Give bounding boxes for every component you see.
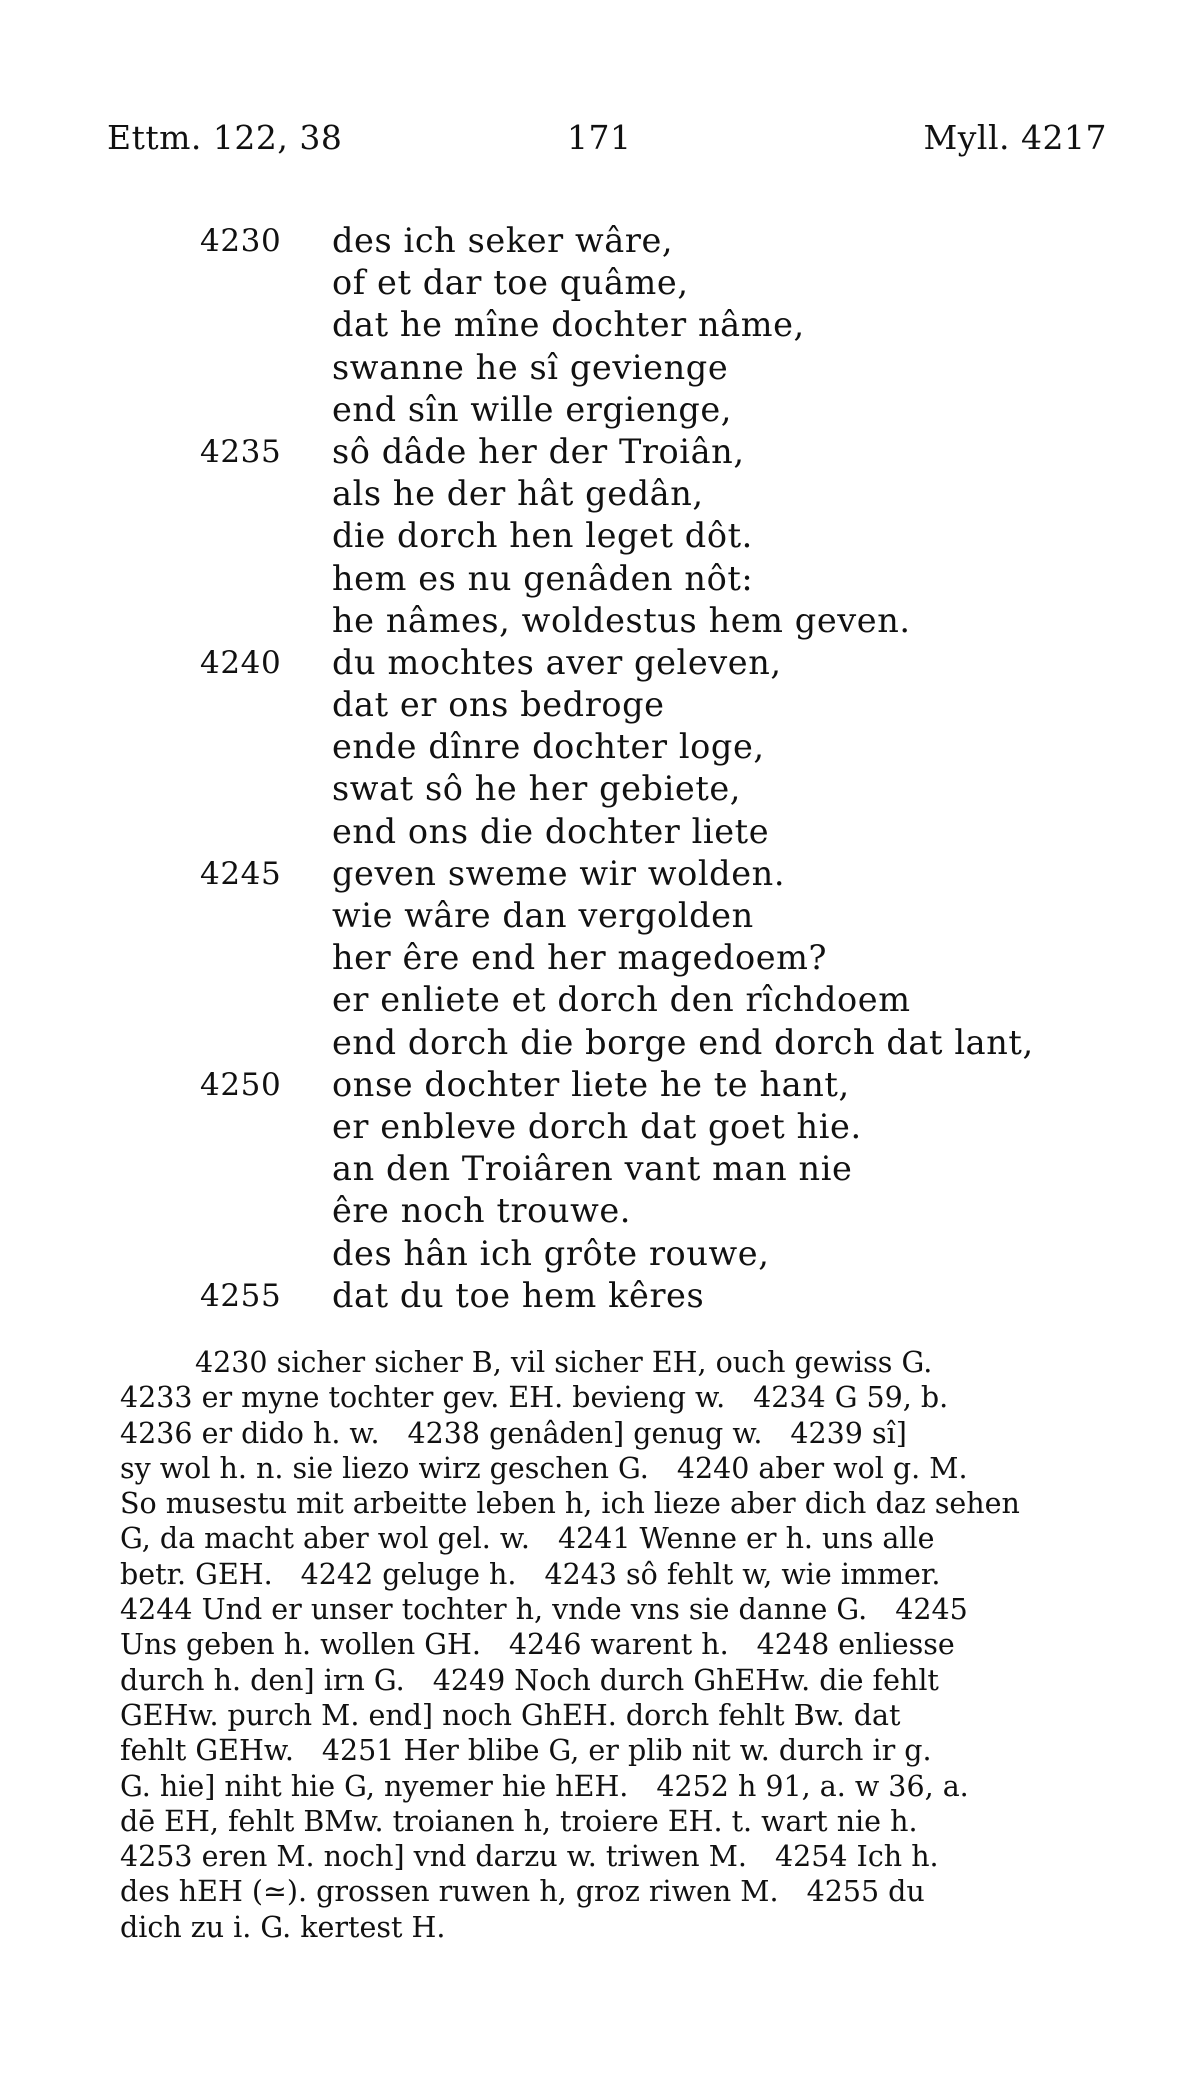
verse-number: 4250 bbox=[200, 1066, 282, 1103]
verse-text: her êre end her magedoem? bbox=[332, 938, 828, 978]
verse-line bbox=[200, 895, 1100, 937]
apparatus-line bbox=[120, 1416, 1120, 1451]
apparatus-line bbox=[120, 1733, 1120, 1768]
verse-text: du mochtes aver geleven, bbox=[332, 642, 782, 682]
apparatus-line bbox=[120, 1874, 1120, 1909]
verse-line bbox=[200, 979, 1100, 1021]
apparatus-entry: 4238 genâden] genug w. bbox=[407, 1416, 763, 1450]
apparatus-entry: 4245 bbox=[895, 1593, 968, 1627]
apparatus-entry: 4241 Wenne er h. uns alle bbox=[557, 1522, 935, 1556]
verse-text: dat er ons bedroge bbox=[332, 685, 665, 725]
verse-line bbox=[200, 600, 1100, 642]
apparatus-entry: GEHw. purch M. end] noch GhEH. dorch fehlt Bw. dat bbox=[120, 1698, 901, 1732]
apparatus-line bbox=[120, 1698, 1120, 1733]
verse-text: end sîn wille ergienge, bbox=[332, 389, 733, 429]
apparatus-line bbox=[120, 1663, 1120, 1698]
verse-text: sô dâde her der Troiân, bbox=[332, 431, 745, 471]
critical-apparatus bbox=[120, 1345, 1120, 1945]
verse-line bbox=[200, 262, 1100, 304]
verse-line bbox=[200, 811, 1100, 853]
verse-line bbox=[200, 726, 1100, 768]
verse-text: geven sweme wir wolden. bbox=[332, 853, 786, 893]
verse-line bbox=[200, 768, 1100, 810]
verse-text: des hân ich grôte rouwe, bbox=[332, 1233, 770, 1273]
verse-text: he nâmes, woldestus hem geven. bbox=[332, 600, 911, 640]
verse-text: wie wâre dan vergolden bbox=[332, 896, 754, 935]
verse-number: 4230 bbox=[200, 223, 282, 259]
verse-number: 4240 bbox=[200, 644, 282, 681]
apparatus-line bbox=[120, 1910, 1120, 1945]
verse-line bbox=[200, 853, 1100, 895]
apparatus-line bbox=[120, 1769, 1120, 1804]
apparatus-entry: 4255 du bbox=[806, 1875, 925, 1909]
verse-text: ende dînre dochter loge, bbox=[332, 727, 765, 767]
apparatus-entry: So musestu mit arbeitte leben h, ich lieze aber dich daz sehen bbox=[120, 1487, 1020, 1521]
verse-line bbox=[200, 1022, 1100, 1064]
verse-line bbox=[200, 1064, 1100, 1106]
verse-line bbox=[200, 1148, 1100, 1190]
apparatus-entry: dich zu i. G. kertest H. bbox=[120, 1910, 446, 1944]
verse-text: swanne he sî gevienge bbox=[332, 347, 729, 387]
verse-line bbox=[200, 1190, 1100, 1232]
verse-number: 4245 bbox=[200, 855, 282, 892]
apparatus-entry: Uns geben h. wollen GH. bbox=[120, 1628, 481, 1662]
apparatus-entry: des hEH (≃). grossen ruwen h, groz riwen M. bbox=[120, 1875, 779, 1909]
verse-text: des ich seker wâre, bbox=[332, 221, 674, 260]
verse-text: als he der hât gedân, bbox=[332, 474, 704, 514]
verse-text: hem es nu genâden nôt: bbox=[332, 558, 754, 598]
verse-text: êre noch trouwe. bbox=[332, 1191, 632, 1231]
verse-text: onse dochter liete he te hant, bbox=[332, 1064, 850, 1104]
verse-text: end dorch die borge end dorch dat lant, bbox=[332, 1022, 1034, 1062]
apparatus-entry: 4251 Her blibe G, er plib nit w. durch ir g. bbox=[321, 1734, 932, 1768]
apparatus-entry: 4243 sô fehlt w, wie immer. bbox=[544, 1557, 941, 1591]
apparatus-line bbox=[120, 1557, 1120, 1592]
verse-text: die dorch hen leget dôt. bbox=[332, 516, 753, 556]
verse-line bbox=[200, 937, 1100, 979]
verse-text-block bbox=[200, 220, 1100, 1317]
apparatus-entry: 4246 warent h. bbox=[508, 1628, 729, 1662]
verse-line bbox=[200, 220, 1100, 262]
apparatus-entry: dē EH, fehlt BMw. troianen h, troiere EH. t. wart nie h. bbox=[120, 1804, 918, 1838]
apparatus-line bbox=[120, 1592, 1120, 1627]
apparatus-entry: sy wol h. n. sie liezo wirz geschen G. bbox=[120, 1451, 649, 1485]
apparatus-entry: 4234 G 59, b. bbox=[753, 1381, 949, 1415]
apparatus-entry: 4240 aber wol g. M. bbox=[676, 1451, 968, 1485]
verse-text: er enbleve dorch dat goet hie. bbox=[332, 1106, 862, 1146]
apparatus-entry: G. hie] niht hie G, nyemer hie hEH. bbox=[120, 1769, 629, 1803]
apparatus-entry: 4230 sicher sicher B, vil sicher EH, ouch gewiss G. bbox=[195, 1346, 933, 1379]
verse-line bbox=[200, 1233, 1100, 1275]
verse-line bbox=[200, 642, 1100, 684]
apparatus-line bbox=[120, 1804, 1120, 1839]
verse-text: er enliete et dorch den rîchdoem bbox=[332, 980, 911, 1020]
verse-line bbox=[200, 684, 1100, 726]
header-left-reference: Ettm. 122, 38 bbox=[107, 118, 343, 157]
apparatus-entry: 4244 Und er unser tochter h, vnde vns sie danne G. bbox=[120, 1593, 868, 1627]
apparatus-entry: betr. GEH. bbox=[120, 1557, 273, 1591]
apparatus-entry: 4242 geluge h. bbox=[300, 1557, 517, 1591]
header-right-reference: Myll. 4217 bbox=[923, 118, 1107, 157]
verse-number: 4255 bbox=[200, 1277, 282, 1314]
apparatus-entry: 4249 Noch durch GhEHw. die fehlt bbox=[432, 1663, 939, 1697]
apparatus-entry: 4248 enliesse bbox=[756, 1628, 955, 1662]
verse-line bbox=[200, 304, 1100, 346]
running-header bbox=[107, 118, 1107, 168]
apparatus-entry: fehlt GEHw. bbox=[120, 1734, 294, 1768]
apparatus-line bbox=[120, 1451, 1120, 1486]
apparatus-entry: durch h. den] irn G. bbox=[120, 1663, 405, 1697]
verse-text: dat du toe hem kêres bbox=[332, 1275, 705, 1315]
verse-line bbox=[200, 473, 1100, 515]
apparatus-line bbox=[120, 1345, 1120, 1380]
verse-line bbox=[200, 558, 1100, 600]
apparatus-entry: 4233 er myne tochter gev. EH. bevieng w. bbox=[120, 1381, 726, 1415]
verse-line bbox=[200, 431, 1100, 473]
verse-text: swat sô he her gebiete, bbox=[332, 769, 742, 809]
verse-text: end ons die dochter liete bbox=[332, 811, 770, 851]
verse-line bbox=[200, 347, 1100, 389]
verse-line bbox=[200, 1275, 1100, 1317]
verse-text: of et dar toe quâme, bbox=[332, 263, 689, 303]
apparatus-entry: 4254 Ich h. bbox=[774, 1840, 939, 1874]
page-number: 171 bbox=[567, 118, 632, 157]
verse-line bbox=[200, 389, 1100, 431]
apparatus-line bbox=[120, 1486, 1120, 1521]
apparatus-entry: 4252 h 91, a. w 36, a. bbox=[656, 1769, 969, 1803]
apparatus-entry: 4239 sî] bbox=[790, 1416, 907, 1450]
apparatus-line bbox=[120, 1839, 1120, 1874]
verse-line bbox=[200, 515, 1100, 557]
apparatus-entry: 4236 er dido h. w. bbox=[120, 1416, 380, 1450]
verse-text: an den Troiâren vant man nie bbox=[332, 1149, 853, 1189]
apparatus-line bbox=[120, 1627, 1120, 1662]
verse-line bbox=[200, 1106, 1100, 1148]
apparatus-entry: G, da macht aber wol gel. w. bbox=[120, 1522, 530, 1556]
verse-number: 4235 bbox=[200, 433, 282, 470]
verse-text: dat he mîne dochter nâme, bbox=[332, 305, 805, 345]
apparatus-line bbox=[120, 1380, 1120, 1415]
apparatus-entry: 4253 eren M. noch] vnd darzu w. triwen M. bbox=[120, 1840, 747, 1874]
apparatus-line bbox=[120, 1521, 1120, 1556]
